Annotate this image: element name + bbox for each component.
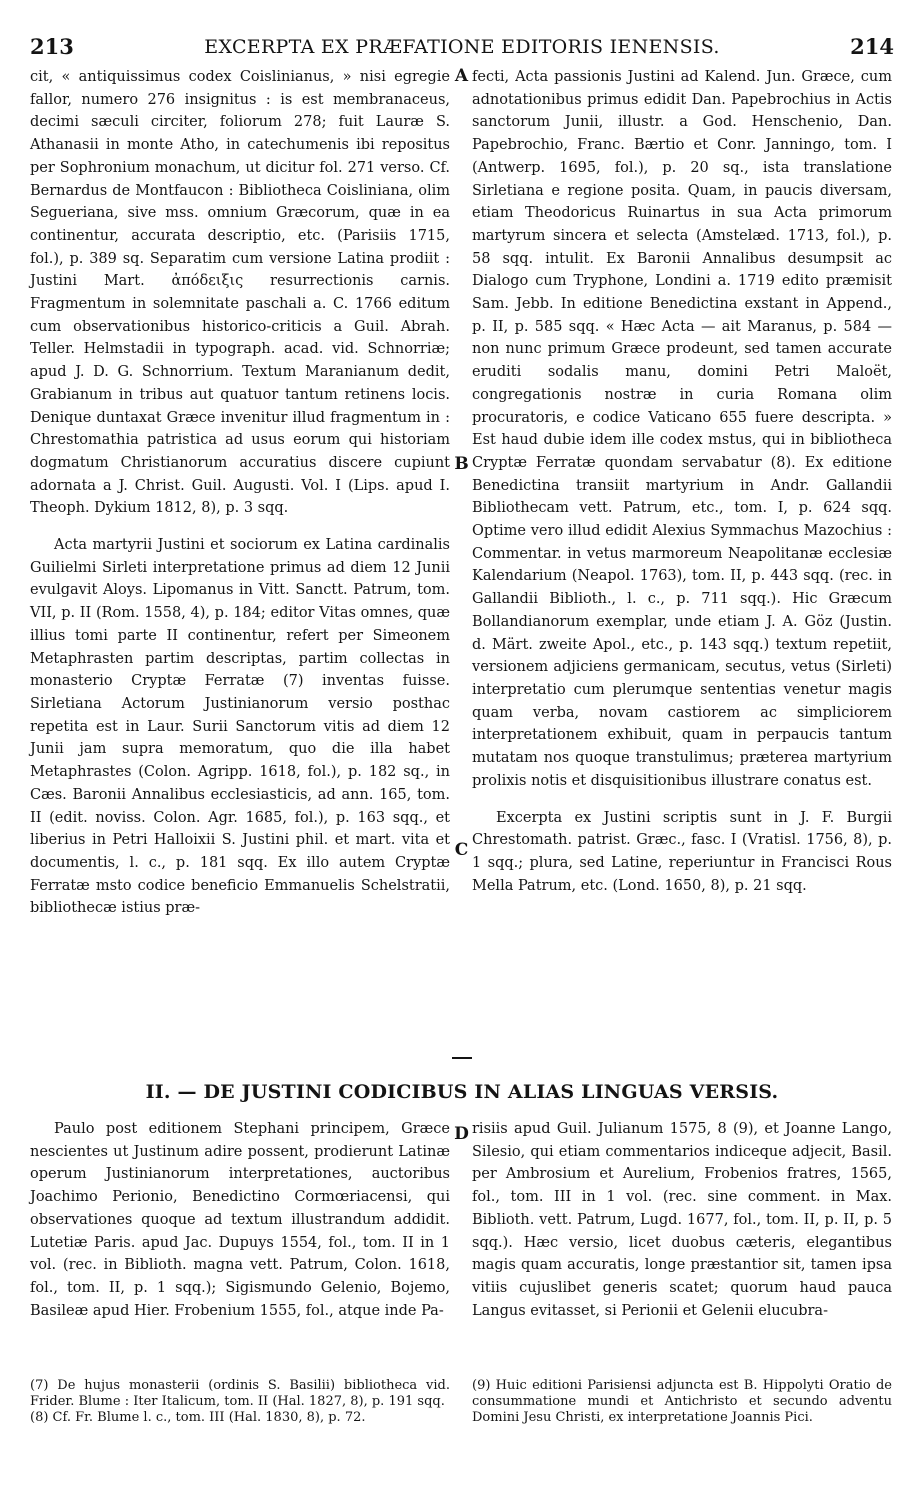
running-header — [30, 34, 894, 62]
footnotes-right — [472, 1378, 892, 1426]
footnote-7: (7) De hujus monasterii (ordinis S. Basilii) bibliotheca vid. Frider. Blume : Iter Italicum, tom. II (Hal. 1827, 8), p. 191 sqq. — [30, 1378, 450, 1409]
column-left-lower — [30, 1118, 450, 1322]
column-right-upper — [472, 66, 892, 897]
page-number-left: 213 — [30, 34, 74, 59]
footnotes-left — [30, 1378, 450, 1426]
margin-letter-a: A — [454, 66, 469, 86]
paragraph: Acta martyrii Justini et sociorum ex Latina cardinalis Guilielmi Sirleti interpretatione primus ad diem 12 Junii evulgavit Aloys. Lipomanus in Vitt. Sanctt. Patrum, tom. VII, p. II (Rom. 1558, 4), p. 184; editor Vitas omnes, quæ illius tomi parte II continentur, refert per Simeonem Metaphrasten partim descriptas, partim collectas in monasterio Cryptæ Ferratæ (7) inventas fuisse. Sirletiana Actorum Justinianorum versio posthac repetita est in Laur. Surii Sanctorum vitis ad diem 12 Junii jam supra memoratum, quo die illa habet Metaphrastes (Colon. Agripp. 1618, fol.), p. 182 sq., in Cæs. Baronii Annalibus ecclesiasticis, ad ann. 165, tom. II (edit. noviss. Colon. Agr. 1685, fol.), p. 163 sqq., et liberius in Petri Halloixii S. Justini phil. et mart. vita et documentis, l. c., p. 181 sqq. Ex illo autem Cryptæ Ferratæ msto codice beneficio Emmanuelis Schelstratii, bibliothecæ istius præ- — [30, 537, 450, 917]
running-title: EXCERPTA EX PRÆFATIONE EDITORIS IENENSIS. — [204, 36, 720, 58]
page-number-right: 214 — [850, 34, 894, 59]
paragraph: Excerpta ex Justini scriptis sunt in J. F. Burgii Chrestomath. patrist. Græc., fasc. I (Vratisl. 1756, 8), p. 1 sqq.; plura, sed Latine, reperiuntur in Francisci Rous Mella Patrum, etc. (Lond. 1650, 8), p. 21 sqq. — [472, 809, 892, 894]
margin-letter-b: B — [454, 454, 469, 474]
paragraph: fecti, Acta passionis Justini ad Kalend. Jun. Græce, cum adnotationibus primus edidit Dan. Papebrochius in Actis sanctorum Junii, illustr. a God. Henschenio, Dan. Papebrochio, Franc. Bærtio et Conr. Janningo, tom. I (Antwerp. 1695, fol.), p. 20 sq., ista translatione Sirletiana e regione posita. Quam, in paucis diversam, etiam Theodoricus Ruinartus in sua Acta primorum martyrum sincera et selecta (Amstelæd. 1713, fol.), p. 58 sqq. intulit. Ex Baronii Annalibus desumpsit ac Dialogo cum Tryphone, Londini a. 1719 edito præmisit Sam. Jebb. In editione Benedictina exstant in Append., p. II, p. 585 sqq. « Hæc Acta — ait Maranus, p. 584 — non nunc primum Græce prodeunt, sed tamen accurate eruditi sodalis manu, domini Petri Maloët, congregationis nostræ in curia Romana olim procuratoris, e codice Vaticano 655 fuere descripta. » Est haud dubie idem ille codex mstus, qui in bibliotheca Cryptæ Ferratæ quondam servabatur (8). Ex editione Benedictina transiit martyrium in Andr. Gallandii Bibliothecam vett. Patrum, etc., tom. I, p. 624 sqq. Optime vero illud edidit Alexius Symmachus Mazochius : Commentar. in vetus marmoreum Neapolitanæ ecclesiæ Kalendarium (Neapol. 1763), tom. II, p. 443 sqq. (rec. in Gallandii Biblioth., l. c., p. 711 sqq.). Hic Græcum Bollandianorum exemplar, unde etiam J. A. Göz (Justin. d. Märt. zweite Apol., etc., p. 143 sqq.) textum repetiit, versionem adjiciens germanicam, secutus, vetus (Sirleti) interpretatio cum plerumque sententias venetur magis quam verba, novam castiorem ac simpliciorem interpretationem exhibuit, quam in perpaucis tantum mutatam nos quoque transtulimus; præterea martyrium prolixis notis et disquisitionibus illustrare conatus est. — [472, 69, 892, 789]
section-heading: II. — DE JUSTINI CODICIBUS IN ALIAS LINGUAS VERSIS. — [145, 1081, 779, 1103]
margin-letter-d: D — [454, 1124, 469, 1144]
paragraph: Paulo post editionem Stephani principem, Græce nescientes ut Justinum adire possent, prodierunt Latinæ operum Justinianorum interpretationes, auctoribus Joachimo Perionio, Benedictino Cormœriacensi, qui observationes quoque ad textum illustrandum addidit. Lutetiæ Paris. apud Jac. Dupuys 1554, fol., tom. II in 1 vol. (rec. in Biblioth. magna vett. Patrum, Colon. 1618, fol., tom. II, p. 1 sqq.); Sigismundo Gelenio, Bojemo, Basileæ apud Hier. Frobenium 1555, fol., atque inde Pa- — [30, 1121, 450, 1319]
paragraph: cit, « antiquissimus codex Coislinianus, » nisi egregie fallor, numero 276 insignitus : is est membranaceus, decimi sæculi circiter, foliorum 278; fuit Lauræ S. Athanasii in monte Atho, in catechumenis ibi repositus per Sophronium monachum, ut dicitur fol. 271 verso. Cf. Bernardus de Montfaucon : Bibliotheca Coisliniana, olim Segueriana, sive mss. omnium Græcorum, quæ in ea continentur, accurata descriptio, etc. (Parisiis 1715, fol.), p. 389 sq. Separatim cum versione Latina prodiit : Justini Mart. ἀπόδειξις resurrectionis carnis. Fragmentum in solemnitate paschali a. C. 1766 editum cum observationibus historico-criticis a Guil. Abrah. Teller. Helmstadii in typograph. acad. vid. Schnorriæ; apud J. D. G. Schnorrium. Textum Maranianum dedit, Grabianum in tribus aut quatuor tantum retinens locis. Denique duntaxat Græce invenitur illud fragmentum in : Chrestomathia patristica ad usus eorum qui historiam dogmatum Christianorum accuratius discere cupiunt adornata a J. Christ. Guil. Augusti. Vol. I (Lips. apud I. Theoph. Dykium 1812, 8), p. 3 sqq. — [30, 69, 450, 517]
column-right-lower — [472, 1118, 892, 1322]
footnote-9: (9) Huic editioni Parisiensi adjuncta est B. Hippolyti Oratio de consummatione mundi et Antichristo et secundo adventu Domini Jesu Christi, ex interpretatione Joannis Pici. — [472, 1378, 892, 1425]
paragraph: risiis apud Guil. Julianum 1575, 8 (9), et Joanne Lango, Silesio, qui etiam commentarios indiceque adjecit, Basil. per Ambrosium et Aurelium, Frobenios fratres, 1565, fol., tom. III in 1 vol. (rec. sine comment. in Max. Biblioth. vett. Patrum, Lugd. 1677, fol., tom. II, p. II, p. 5 sqq.). Hæc versio, licet duobus cæteris, elegantibus magis quam accuratis, longe præstantior sit, tamen ipsa vitiis cujuslibet generis scatet; quorum haud pauca Langus evitasset, si Perionii et Gelenii elucubra- — [472, 1121, 892, 1319]
column-left-upper — [30, 66, 450, 920]
margin-letter-c: C — [454, 840, 469, 860]
footnote-8: (8) Cf. Fr. Blume l. c., tom. III (Hal. 1830, 8), p. 72. — [30, 1410, 366, 1425]
section-divider — [452, 1057, 472, 1059]
